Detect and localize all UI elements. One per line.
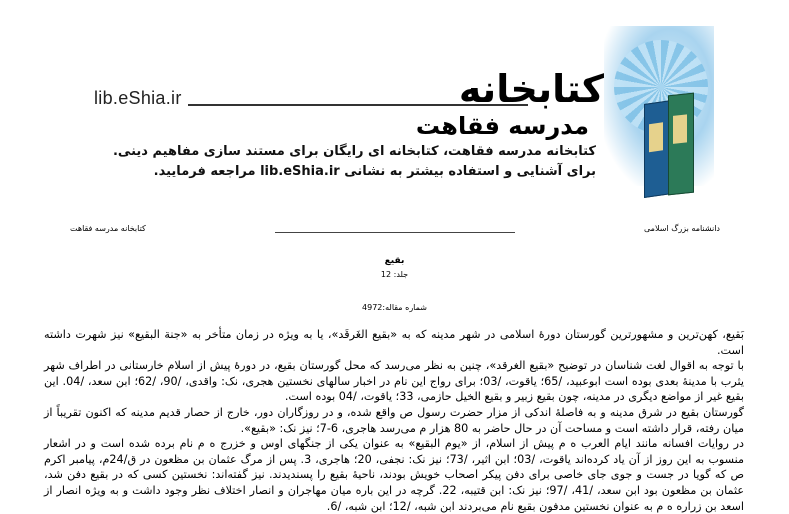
header-right-label: دانشنامه بزرگ اسلامی: [644, 224, 720, 233]
article-body: [44, 327, 744, 514]
document-volume: جلد: 12: [380, 270, 409, 279]
paragraph: با توجه به اقوال لغت شناسان در توضیح «بقیع الغرقد»، چنین به نظر می‌رسد که محل گورستان بقیع، در دورۀ پیش از اسلام خارستانی در اطراف شهر یثرب با مدینۀ بعدی بوده است ابوعبید، /65؛ یاقوت، /03؛ برای رواج این نام در اخبار سالهای نخستین هجری، نک: واقدی، /90، /62؛ ابن سعد، /04. این بقیع غیر از مواضع دیگری در مدینه، چون بقیع زبیر و بقیع الخیل حازمی، 33؛ یاقوت، /04 بوده است.: [44, 359, 744, 404]
header-left-label: کتابخانه مدرسه فقاهت: [70, 224, 146, 233]
logo-subtitle: مدرسه فقاهت: [415, 112, 589, 140]
books-icon: [634, 88, 704, 198]
tagline-line-1: کتابخانه مدرسه فقاهت، کتابخانه ای رایگان برای مستند سازی مفاهیم دینی.: [112, 144, 596, 159]
paragraph: بَقیع، کهن‌ترین و مشهورترین گورستان دورۀ اسلامی در شهر مدینه که به «بقیع الغَرقَد»، یا به ویژه در زمان متأخر به «جنة البقیع» نیز شهرت داشته است.: [44, 328, 744, 357]
page-header: [70, 224, 720, 238]
article-number: شماره مقاله:4972: [362, 303, 427, 312]
paragraph: در روایات افسانه مانند ایام العرب ه م پیش از اسلام، از «یوم البقیع» به عنوان یکی از جنگهای اوس و خزرج ه م نام برده شده است و در اشعار منسوب به این روز از آن یاد کرده‌اند یاقوت، /03؛ ابن اثیر، /73؛ نیز نک: نجفی، 20؛ هاجری، 3. پس از مرگ عثمان بن مظعون در ق/24م، پیامبر اکرم ص که گویا در جست و جوی جای خاصی برای دفن پیکر اصحاب خویش بودند، ناحیۀ بقیع را پسندیدند. نیز گفته‌اند: نخستین کسی که در بقیع دفن شد، عثمان بن مظعون بود ابن سعد، /41، /97؛ نیز نک: ابن قتیبه، 22. گرچه در این باره میان مهاجران و انصار اختلاف نظر وجود داشت و به ویژه انصار از اسعد بن زراره ه م به عنوان نخستین مدفون بقیع نام می‌بردند ابن شبه، /12؛ ابن شبه، /6.: [44, 437, 745, 513]
paragraph: گورستان بقیع در شرق مدینه و به فاصلۀ اندکی از مزار حضرت رسول ص واقع شده، و در روزگاران دور، خارج از حصار قدیم مدینه که اکنون تقریباً از میان رفته، قرار داشته است و مساحت آن در حال حاضر به 80 هزار م می‌رسد هاجری، 6-7؛ نیز نک: «بقیع».: [44, 405, 744, 435]
site-url[interactable]: lib.eShia.ir: [94, 88, 182, 108]
header-divider: [275, 232, 515, 233]
book-green-icon: [668, 93, 694, 196]
tagline-line-2: برای آشنایی و استفاده بیشتر به نشانی lib.eShia.ir مراجعه فرمایید.: [153, 164, 596, 179]
logo-title: کتابخانه: [458, 67, 604, 111]
document-title: بقیع: [384, 256, 405, 266]
library-banner: [88, 26, 714, 194]
